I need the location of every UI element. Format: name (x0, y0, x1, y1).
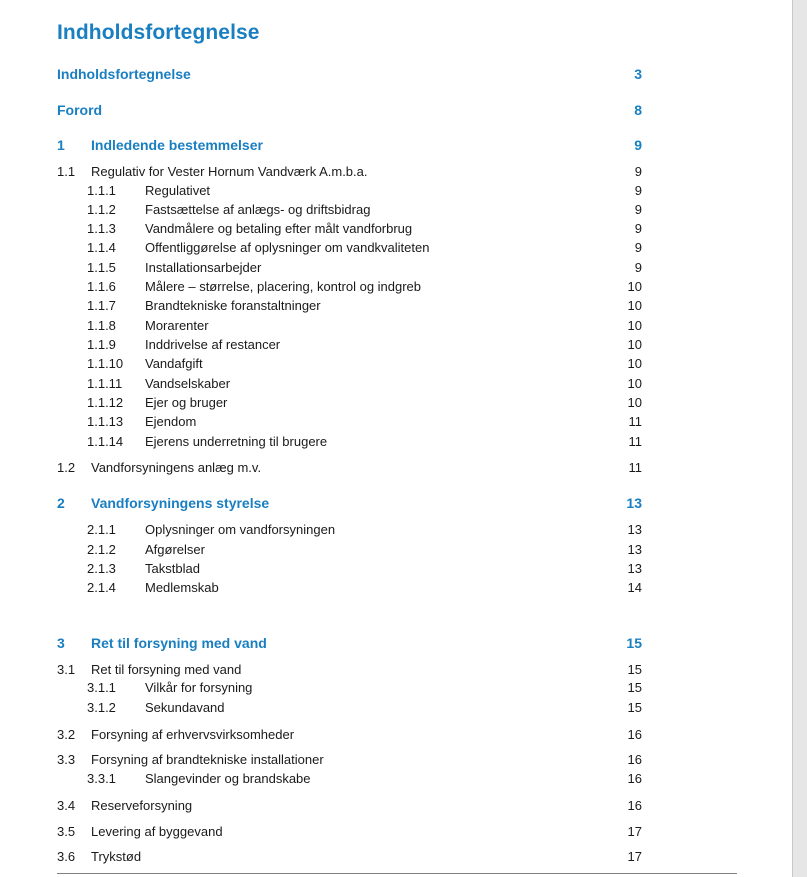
toc-entry-number: 2.1.3 (87, 561, 116, 576)
toc-entry-label[interactable]: Reserveforsyning (91, 798, 193, 813)
toc-entry-label[interactable]: Forsyning af brandtekniske installationer (91, 752, 324, 767)
toc-entry-page-number: 8 (634, 102, 642, 118)
toc-entry[interactable] (0, 393, 792, 412)
toc-entry-label[interactable]: Medlemskab (145, 580, 219, 595)
toc-entry-number: 2.1.1 (87, 522, 116, 537)
toc-entry[interactable] (0, 258, 792, 277)
toc-entry-label[interactable]: Installationsarbejder (145, 260, 262, 275)
toc-entry-number: 1.1.1 (87, 183, 116, 198)
toc-entry-page-number: 10 (627, 376, 642, 391)
toc-entry-page-number: 9 (634, 260, 642, 275)
toc-entry-number: 1.1.7 (87, 298, 116, 313)
toc-entry-page-number: 16 (627, 727, 642, 742)
toc-entry[interactable] (0, 822, 792, 841)
toc-entry-label[interactable]: Indholdsfortegnelse (57, 66, 191, 82)
toc-entry-label[interactable]: Vandforsyningens styrelse (91, 495, 270, 511)
toc-entry-number: 1.1.14 (87, 434, 124, 449)
toc-entry-page-number: 3 (634, 66, 642, 82)
toc-entry-page-number: 15 (627, 680, 642, 695)
toc-entry[interactable] (0, 200, 792, 219)
toc-entry-label[interactable]: Forord (57, 102, 103, 118)
toc-entry[interactable] (0, 277, 792, 296)
toc-entry-label[interactable]: Takstblad (145, 561, 200, 576)
toc-entry-label[interactable]: Regulativ for Vester Hornum Vandværk A.m.b.a. (91, 164, 368, 179)
toc-entry-page-number: 14 (627, 580, 642, 595)
toc-entry-label[interactable]: Vandselskaber (145, 376, 231, 391)
toc-entry-number: 3.3.1 (87, 771, 116, 786)
page-gutter (793, 0, 807, 877)
toc-entry-number: 1.1.3 (87, 221, 116, 236)
toc-entry-page-number: 10 (627, 279, 642, 294)
toc-entry-page-number: 15 (627, 662, 642, 677)
toc-entry-label[interactable]: Vandmålere og betaling efter målt vandforbrug (145, 221, 413, 236)
toc-entry-number: 2 (57, 495, 65, 511)
toc-entry-label[interactable]: Brandtekniske foranstaltninger (145, 298, 321, 313)
toc-entry-label[interactable]: Vandforsyningens anlæg m.v. (91, 460, 262, 475)
toc-entry[interactable] (0, 238, 792, 257)
toc-entry[interactable] (0, 559, 792, 578)
toc-entry[interactable] (0, 136, 792, 155)
toc-entry-page-number: 9 (634, 202, 642, 217)
toc-entry-label[interactable]: Morarenter (145, 318, 209, 333)
toc-entry-page-number: 9 (634, 137, 642, 153)
toc-entry-page-number: 17 (627, 824, 642, 839)
toc-entry-label[interactable]: Oplysninger om vandforsyningen (145, 522, 336, 537)
toc-entry-page-number: 13 (627, 522, 642, 537)
toc-entry[interactable] (0, 335, 792, 354)
toc-entry-page-number: 9 (634, 221, 642, 236)
toc-entry[interactable] (0, 458, 792, 477)
toc-entry-page-number: 13 (627, 542, 642, 557)
toc-entry[interactable] (0, 578, 792, 597)
toc-entry[interactable] (0, 698, 792, 717)
toc-entry-label[interactable]: Forsyning af erhvervsvirksomheder (91, 727, 295, 742)
toc-entry[interactable] (0, 65, 792, 84)
toc-entry[interactable] (0, 296, 792, 315)
toc-entry-number: 2.1.2 (87, 542, 116, 557)
toc-entry-page-number: 9 (634, 164, 642, 179)
toc-entry-page-number: 10 (627, 337, 642, 352)
toc-entry-page-number: 11 (628, 434, 642, 449)
toc-entry-label[interactable]: Vilkår for forsyning (145, 680, 253, 695)
toc-entry-number: 3.5 (57, 824, 76, 839)
toc-entry-page-number: 16 (627, 752, 642, 767)
toc-entry[interactable] (0, 678, 792, 697)
toc-entry-page-number: 11 (628, 460, 642, 475)
toc-entry-label[interactable]: Ejendom (145, 414, 197, 429)
toc-entry-label[interactable]: Vandafgift (145, 356, 203, 371)
toc-entry-label[interactable]: Ejer og bruger (145, 395, 228, 410)
toc-entry[interactable] (0, 750, 792, 769)
toc-entry-label[interactable]: Ret til forsyning med vand (91, 662, 242, 677)
toc-entry[interactable] (0, 181, 792, 200)
toc-entry[interactable] (0, 101, 792, 120)
toc-entry-page-number: 9 (634, 183, 642, 198)
toc-entry-number: 3.1.1 (87, 680, 116, 695)
toc-entry[interactable] (0, 769, 792, 788)
toc-entry-label[interactable]: Sekundavand (145, 700, 225, 715)
toc-entry-number: 1.1.10 (87, 356, 124, 371)
toc-entry-label[interactable]: Ejerens underretning til brugere (145, 434, 328, 449)
toc-entry-page-number: 13 (626, 495, 642, 511)
toc-entry-number: 1.1.13 (87, 414, 124, 429)
toc-entry[interactable] (0, 432, 792, 451)
toc-entry-number: 1.1.2 (87, 202, 116, 217)
toc-entry-number: 1.1.9 (87, 337, 116, 352)
toc-entry-page-number: 15 (626, 635, 642, 651)
toc-entry-label[interactable]: Fastsættelse af anlægs- og driftsbidrag (145, 202, 371, 217)
toc-entry-label[interactable]: Regulativet (145, 183, 211, 198)
toc-entry-number: 1.1.8 (87, 318, 116, 333)
toc-title: Indholdsfortegnelse (57, 21, 260, 44)
toc-entry-number: 1.1.5 (87, 260, 116, 275)
toc-entry-label[interactable]: Slangevinder og brandskabe (145, 771, 311, 786)
toc-entry-label[interactable]: Målere – størrelse, placering, kontrol og indgreb (145, 279, 422, 294)
toc-entry-number: 1.1.6 (87, 279, 116, 294)
toc-entry[interactable] (0, 219, 792, 238)
toc-entry-label[interactable]: Offentliggørelse af oplysninger om vandkvaliteten (145, 240, 430, 255)
toc-entry[interactable] (0, 660, 792, 679)
toc-entry-number: 3 (57, 635, 65, 651)
toc-entry-label[interactable]: Indledende bestemmelser (91, 137, 263, 153)
toc-entry-page-number: 17 (627, 849, 642, 864)
toc-entry[interactable] (0, 316, 792, 335)
toc-entry[interactable] (0, 162, 792, 181)
toc-entry-number: 1.2 (57, 460, 76, 475)
toc-entry[interactable] (0, 796, 792, 815)
toc-entry-page-number: 13 (627, 561, 642, 576)
toc-entry-number: 1.1.12 (87, 395, 124, 410)
toc-entry-number: 1 (57, 137, 65, 153)
toc-entry-label[interactable]: Ret til forsyning med vand (91, 635, 267, 651)
toc-entry-page-number: 10 (627, 318, 642, 333)
toc-entry-label[interactable]: Levering af byggevand (91, 824, 223, 839)
toc-entry-label[interactable]: Trykstød (91, 849, 142, 864)
toc-entry[interactable] (0, 354, 792, 373)
toc-entry-page-number: 9 (634, 240, 642, 255)
toc-entry[interactable] (0, 374, 792, 393)
toc-entry-number: 1.1.11 (87, 376, 123, 391)
toc-entry[interactable] (0, 520, 792, 539)
toc-entry-number: 3.2 (57, 727, 76, 742)
toc-entry-number: 3.3 (57, 752, 76, 767)
toc-entry[interactable] (0, 412, 792, 431)
toc-entry-number: 2.1.4 (87, 580, 116, 595)
toc-entry-page-number: 16 (627, 798, 642, 813)
toc-entry-number: 3.4 (57, 798, 76, 813)
toc-entry[interactable] (0, 725, 792, 744)
toc-entry[interactable] (0, 494, 792, 513)
toc-entry[interactable] (0, 540, 792, 559)
toc-entry[interactable] (0, 634, 792, 653)
toc-entry-page-number: 10 (627, 395, 642, 410)
toc-entry[interactable] (0, 847, 792, 866)
toc-entry-page-number: 10 (627, 356, 642, 371)
toc-entry-page-number: 10 (627, 298, 642, 313)
toc-entry-number: 3.6 (57, 849, 76, 864)
toc-entry-number: 3.1 (57, 662, 76, 677)
footer-divider (57, 873, 737, 874)
toc-entry-label[interactable]: Afgørelser (145, 542, 205, 557)
toc-entry-number: 1.1.4 (87, 240, 116, 255)
toc-entry-number: 3.1.2 (87, 700, 116, 715)
toc-entry-page-number: 11 (628, 414, 642, 429)
toc-entry-page-number: 15 (627, 700, 642, 715)
toc-entry-number: 1.1 (57, 164, 76, 179)
toc-entry-page-number: 16 (627, 771, 642, 786)
toc-entry-label[interactable]: Inddrivelse af restancer (145, 337, 281, 352)
